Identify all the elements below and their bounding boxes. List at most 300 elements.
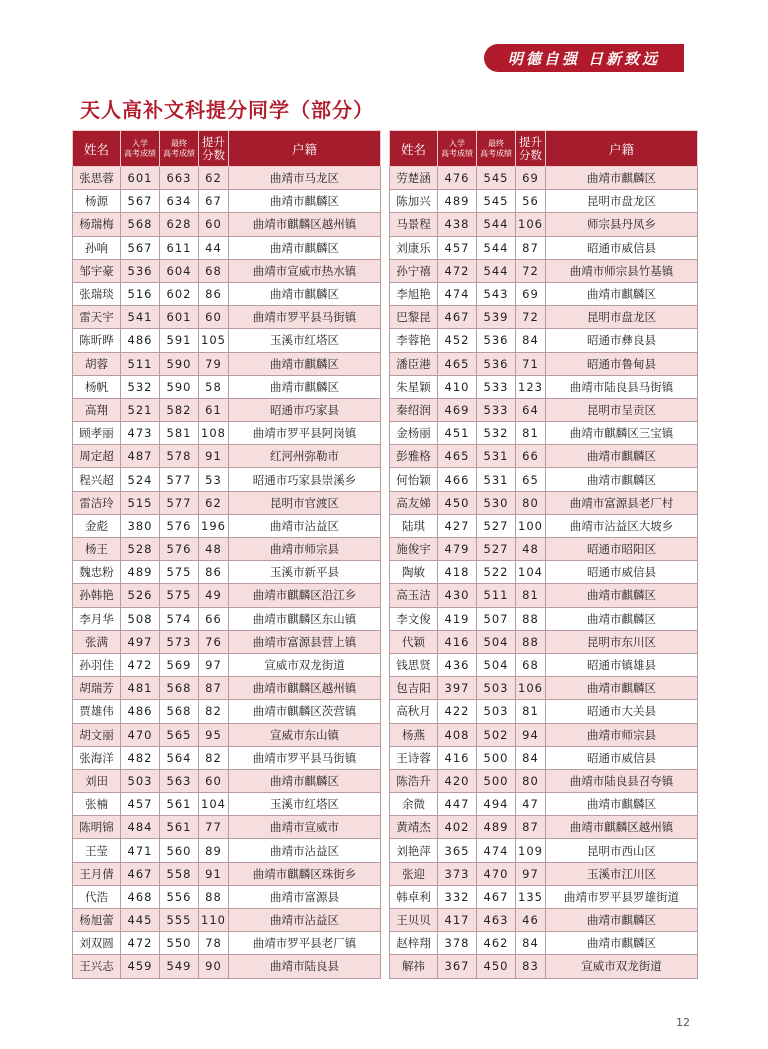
table-row	[390, 723, 698, 746]
final-score: 532	[477, 422, 516, 445]
col-header-gain: 提升 分数	[199, 131, 229, 167]
final-score: 544	[477, 236, 516, 259]
table-row	[73, 282, 381, 305]
score-gain: 69	[516, 167, 546, 190]
entry-score: 416	[438, 630, 477, 653]
student-name: 刘双圆	[73, 932, 121, 955]
hometown: 昭通市昭阳区	[546, 538, 698, 561]
final-score: 531	[477, 468, 516, 491]
score-gain: 60	[199, 306, 229, 329]
entry-score: 503	[121, 769, 160, 792]
score-gain: 88	[516, 630, 546, 653]
hometown: 昭通市大关县	[546, 700, 698, 723]
score-gain: 95	[199, 723, 229, 746]
final-score: 555	[160, 909, 199, 932]
student-name: 张海洋	[73, 746, 121, 769]
hometown: 曲靖市陆良县	[229, 955, 381, 978]
score-gain: 135	[516, 885, 546, 908]
table-row	[73, 607, 381, 630]
col-header-gain: 提升 分数	[516, 131, 546, 167]
final-score: 568	[160, 677, 199, 700]
table-row	[390, 909, 698, 932]
table-row	[73, 955, 381, 978]
final-score: 527	[477, 514, 516, 537]
table-row	[390, 607, 698, 630]
hometown: 昭通市巧家县	[229, 398, 381, 421]
hometown: 曲靖市富源县老厂村	[546, 491, 698, 514]
score-gain: 84	[516, 932, 546, 955]
hometown: 曲靖市宣威市	[229, 816, 381, 839]
student-name: 潘臣港	[390, 352, 438, 375]
entry-score: 452	[438, 329, 477, 352]
student-name: 马景程	[390, 213, 438, 236]
score-gain: 60	[199, 769, 229, 792]
hometown: 曲靖市麒麟区	[546, 167, 698, 190]
student-name: 刘康乐	[390, 236, 438, 259]
hometown: 玉溪市江川区	[546, 862, 698, 885]
page-title: 天人高补文科提分同学（部分）	[80, 98, 374, 122]
hometown: 曲靖市麒麟区	[546, 677, 698, 700]
table-row	[390, 190, 698, 213]
entry-score: 472	[438, 259, 477, 282]
hometown: 曲靖市罗平县老厂镇	[229, 932, 381, 955]
entry-score: 420	[438, 769, 477, 792]
score-gain: 66	[516, 445, 546, 468]
score-gain: 84	[516, 329, 546, 352]
table-row	[73, 723, 381, 746]
final-score: 565	[160, 723, 199, 746]
hometown: 昆明市官渡区	[229, 491, 381, 514]
entry-score: 418	[438, 561, 477, 584]
score-gain: 97	[199, 653, 229, 676]
table-row	[390, 468, 698, 491]
table-row	[390, 306, 698, 329]
motto-banner: 明德自强 日新致远	[484, 44, 684, 72]
score-gain: 84	[516, 746, 546, 769]
entry-score: 526	[121, 584, 160, 607]
entry-score: 472	[121, 653, 160, 676]
table-row	[390, 491, 698, 514]
table-row	[73, 561, 381, 584]
final-score: 561	[160, 816, 199, 839]
table-row	[390, 885, 698, 908]
hometown: 昆明市西山区	[546, 839, 698, 862]
entry-score: 524	[121, 468, 160, 491]
student-name: 张思蓉	[73, 167, 121, 190]
hometown: 玉溪市新平县	[229, 561, 381, 584]
student-name: 张迎	[390, 862, 438, 885]
entry-score: 417	[438, 909, 477, 932]
table-row	[73, 491, 381, 514]
hometown: 曲靖市沾益区	[229, 839, 381, 862]
table-row	[390, 653, 698, 676]
table-row	[73, 746, 381, 769]
final-score: 663	[160, 167, 199, 190]
hometown: 昭通市威信县	[546, 561, 698, 584]
score-gain: 87	[199, 677, 229, 700]
final-score: 503	[477, 700, 516, 723]
hometown: 曲靖市麒麟区越州镇	[229, 213, 381, 236]
entry-score: 430	[438, 584, 477, 607]
student-name: 黄靖杰	[390, 816, 438, 839]
hometown: 曲靖市麒麟区	[546, 445, 698, 468]
hometown: 曲靖市麒麟区越州镇	[546, 816, 698, 839]
table-row	[390, 236, 698, 259]
score-gain: 88	[516, 607, 546, 630]
score-gain: 64	[516, 398, 546, 421]
student-name: 秦绍润	[390, 398, 438, 421]
table-row	[390, 329, 698, 352]
hometown: 曲靖市罗平县罗雄街道	[546, 885, 698, 908]
entry-score: 467	[438, 306, 477, 329]
entry-score: 568	[121, 213, 160, 236]
table-row	[390, 213, 698, 236]
hometown: 曲靖市麒麟区东山镇	[229, 607, 381, 630]
table-row	[390, 816, 698, 839]
student-name: 刘艳萍	[390, 839, 438, 862]
entry-score: 438	[438, 213, 477, 236]
score-gain: 81	[516, 422, 546, 445]
table-row	[390, 746, 698, 769]
student-name: 王兴志	[73, 955, 121, 978]
hometown: 曲靖市麒麟区	[229, 352, 381, 375]
entry-score: 489	[121, 561, 160, 584]
col-header-name: 姓名	[390, 131, 438, 167]
final-score: 543	[477, 282, 516, 305]
final-score: 507	[477, 607, 516, 630]
final-score: 533	[477, 398, 516, 421]
table-row	[73, 213, 381, 236]
entry-score: 380	[121, 514, 160, 537]
student-name: 代颖	[390, 630, 438, 653]
hometown: 曲靖市麒麟区	[229, 282, 381, 305]
entry-score: 470	[121, 723, 160, 746]
table-row	[73, 909, 381, 932]
entry-score: 567	[121, 236, 160, 259]
score-gain: 104	[199, 793, 229, 816]
entry-score: 378	[438, 932, 477, 955]
table-row	[390, 422, 698, 445]
score-gain: 97	[516, 862, 546, 885]
final-score: 577	[160, 468, 199, 491]
entry-score: 419	[438, 607, 477, 630]
student-name: 雷洁玲	[73, 491, 121, 514]
table-row	[390, 398, 698, 421]
table-row	[73, 167, 381, 190]
table-row	[73, 352, 381, 375]
hometown: 昆明市东川区	[546, 630, 698, 653]
final-score: 450	[477, 955, 516, 978]
entry-score: 601	[121, 167, 160, 190]
entry-score: 367	[438, 955, 477, 978]
table-row	[390, 584, 698, 607]
student-name: 朱星颖	[390, 375, 438, 398]
score-gain: 87	[516, 816, 546, 839]
table-row	[73, 329, 381, 352]
student-name: 韩卓利	[390, 885, 438, 908]
table-header-row	[390, 131, 698, 167]
hometown: 宣威市双龙街道	[229, 653, 381, 676]
entry-score: 422	[438, 700, 477, 723]
hometown: 曲靖市马龙区	[229, 167, 381, 190]
entry-score: 511	[121, 352, 160, 375]
table-row	[73, 259, 381, 282]
table-row	[390, 282, 698, 305]
student-name: 刘田	[73, 769, 121, 792]
hometown: 曲靖市麒麟区三宝镇	[546, 422, 698, 445]
score-table-right	[389, 130, 698, 979]
score-gain: 56	[516, 190, 546, 213]
hometown: 曲靖市麒麟区	[229, 769, 381, 792]
entry-score: 528	[121, 538, 160, 561]
table-row	[73, 677, 381, 700]
score-gain: 82	[199, 746, 229, 769]
score-gain: 46	[516, 909, 546, 932]
student-name: 张瑞琰	[73, 282, 121, 305]
hometown: 曲靖市麒麟区	[546, 468, 698, 491]
final-score: 470	[477, 862, 516, 885]
score-gain: 88	[199, 885, 229, 908]
entry-score: 373	[438, 862, 477, 885]
entry-score: 532	[121, 375, 160, 398]
entry-score: 508	[121, 607, 160, 630]
student-name: 陶敏	[390, 561, 438, 584]
student-name: 陈明锦	[73, 816, 121, 839]
table-row	[73, 839, 381, 862]
student-name: 李旭艳	[390, 282, 438, 305]
table-row	[73, 793, 381, 816]
table-header-row	[73, 131, 381, 167]
entry-score: 541	[121, 306, 160, 329]
table-row	[390, 445, 698, 468]
table-row	[73, 398, 381, 421]
score-gain: 80	[516, 769, 546, 792]
score-table-left	[72, 130, 381, 979]
student-name: 陈浩升	[390, 769, 438, 792]
table-row	[73, 862, 381, 885]
final-score: 467	[477, 885, 516, 908]
final-score: 536	[477, 352, 516, 375]
entry-score: 436	[438, 653, 477, 676]
hometown: 曲靖市麒麟区	[546, 909, 698, 932]
entry-score: 486	[121, 329, 160, 352]
student-name: 高翔	[73, 398, 121, 421]
score-gain: 49	[199, 584, 229, 607]
score-gain: 66	[199, 607, 229, 630]
entry-score: 515	[121, 491, 160, 514]
score-gain: 71	[516, 352, 546, 375]
hometown: 昭通市巧家县崇溪乡	[229, 468, 381, 491]
entry-score: 397	[438, 677, 477, 700]
final-score: 628	[160, 213, 199, 236]
student-name: 魏忠粉	[73, 561, 121, 584]
entry-score: 476	[438, 167, 477, 190]
student-name: 李蓉艳	[390, 329, 438, 352]
student-name: 程兴超	[73, 468, 121, 491]
final-score: 574	[160, 607, 199, 630]
final-score: 591	[160, 329, 199, 352]
student-name: 劳楚涵	[390, 167, 438, 190]
final-score: 527	[477, 538, 516, 561]
hometown: 曲靖市麒麟区	[229, 236, 381, 259]
table-row	[390, 167, 698, 190]
table-row	[73, 630, 381, 653]
final-score: 576	[160, 538, 199, 561]
hometown: 宣威市双龙街道	[546, 955, 698, 978]
student-name: 彭雅格	[390, 445, 438, 468]
student-name: 杨旭蕾	[73, 909, 121, 932]
entry-score: 465	[438, 445, 477, 468]
entry-score: 365	[438, 839, 477, 862]
score-gain: 80	[516, 491, 546, 514]
hometown: 曲靖市富源县营上镇	[229, 630, 381, 653]
student-name: 解祎	[390, 955, 438, 978]
final-score: 530	[477, 491, 516, 514]
student-name: 顾孝丽	[73, 422, 121, 445]
entry-score: 467	[121, 862, 160, 885]
score-gain: 48	[199, 538, 229, 561]
hometown: 曲靖市师宗县	[546, 723, 698, 746]
final-score: 545	[477, 167, 516, 190]
student-name: 王贝贝	[390, 909, 438, 932]
student-name: 代浩	[73, 885, 121, 908]
hometown: 昭通市威信县	[546, 746, 698, 769]
hometown: 曲靖市麒麟区	[546, 793, 698, 816]
student-name: 包吉阳	[390, 677, 438, 700]
score-gain: 72	[516, 259, 546, 282]
table-row	[390, 932, 698, 955]
entry-score: 465	[438, 352, 477, 375]
table-row	[390, 677, 698, 700]
student-name: 胡瑞芳	[73, 677, 121, 700]
final-score: 550	[160, 932, 199, 955]
student-name: 孙羽佳	[73, 653, 121, 676]
col-header-entry-score: 入学 高考成绩	[121, 131, 160, 167]
score-gain: 87	[516, 236, 546, 259]
table-row	[73, 190, 381, 213]
table-row	[73, 514, 381, 537]
student-name: 雷天宇	[73, 306, 121, 329]
table-row	[73, 769, 381, 792]
hometown: 曲靖市宣威市热水镇	[229, 259, 381, 282]
final-score: 590	[160, 352, 199, 375]
score-gain: 81	[516, 700, 546, 723]
entry-score: 471	[121, 839, 160, 862]
final-score: 539	[477, 306, 516, 329]
score-gain: 83	[516, 955, 546, 978]
hometown: 曲靖市富源县	[229, 885, 381, 908]
final-score: 494	[477, 793, 516, 816]
hometown: 昭通市彝良县	[546, 329, 698, 352]
entry-score: 416	[438, 746, 477, 769]
student-name: 杨源	[73, 190, 121, 213]
student-name: 张满	[73, 630, 121, 653]
hometown: 曲靖市沾益区	[229, 909, 381, 932]
final-score: 568	[160, 700, 199, 723]
score-gain: 65	[516, 468, 546, 491]
score-gain: 69	[516, 282, 546, 305]
hometown: 红河州弥勒市	[229, 445, 381, 468]
score-gain: 68	[516, 653, 546, 676]
entry-score: 567	[121, 190, 160, 213]
final-score: 575	[160, 561, 199, 584]
final-score: 503	[477, 677, 516, 700]
final-score: 582	[160, 398, 199, 421]
student-name: 邹宇豪	[73, 259, 121, 282]
entry-score: 516	[121, 282, 160, 305]
student-name: 杨帆	[73, 375, 121, 398]
table-row	[73, 816, 381, 839]
student-name: 周定超	[73, 445, 121, 468]
table-row	[390, 793, 698, 816]
score-gain: 109	[516, 839, 546, 862]
final-score: 489	[477, 816, 516, 839]
table-row	[73, 445, 381, 468]
student-name: 金彪	[73, 514, 121, 537]
final-score: 502	[477, 723, 516, 746]
student-name: 孙宁禧	[390, 259, 438, 282]
student-name: 杨瑞梅	[73, 213, 121, 236]
student-name: 陆琪	[390, 514, 438, 537]
final-score: 549	[160, 955, 199, 978]
final-score: 611	[160, 236, 199, 259]
table-row	[73, 422, 381, 445]
hometown: 曲靖市麒麟区	[546, 607, 698, 630]
table-row	[73, 468, 381, 491]
entry-score: 457	[438, 236, 477, 259]
student-name: 杨王	[73, 538, 121, 561]
entry-score: 489	[438, 190, 477, 213]
score-gain: 81	[516, 584, 546, 607]
student-name: 陈加兴	[390, 190, 438, 213]
entry-score: 402	[438, 816, 477, 839]
entry-score: 445	[121, 909, 160, 932]
table-row	[73, 885, 381, 908]
student-name: 金杨丽	[390, 422, 438, 445]
entry-score: 473	[121, 422, 160, 445]
table-row	[390, 514, 698, 537]
final-score: 544	[477, 213, 516, 236]
score-gain: 72	[516, 306, 546, 329]
final-score: 634	[160, 190, 199, 213]
hometown: 曲靖市师宗县	[229, 538, 381, 561]
final-score: 556	[160, 885, 199, 908]
student-name: 胡蓉	[73, 352, 121, 375]
student-name: 李月华	[73, 607, 121, 630]
score-gain: 78	[199, 932, 229, 955]
entry-score: 484	[121, 816, 160, 839]
hometown: 曲靖市麒麟区	[229, 190, 381, 213]
student-name: 高友娣	[390, 491, 438, 514]
score-gain: 62	[199, 491, 229, 514]
student-name: 何怡颖	[390, 468, 438, 491]
student-name: 王月倩	[73, 862, 121, 885]
table-row	[390, 955, 698, 978]
table-row	[390, 561, 698, 584]
student-name: 巴黎昆	[390, 306, 438, 329]
entry-score: 486	[121, 700, 160, 723]
student-name: 余微	[390, 793, 438, 816]
hometown: 曲靖市麒麟区珠街乡	[229, 862, 381, 885]
hometown: 曲靖市麒麟区沿江乡	[229, 584, 381, 607]
table-row	[73, 538, 381, 561]
hometown: 曲靖市麒麟区茨营镇	[229, 700, 381, 723]
score-gain: 90	[199, 955, 229, 978]
hometown: 曲靖市沾益区	[229, 514, 381, 537]
entry-score: 332	[438, 885, 477, 908]
hometown: 昭通市镇雄县	[546, 653, 698, 676]
final-score: 581	[160, 422, 199, 445]
